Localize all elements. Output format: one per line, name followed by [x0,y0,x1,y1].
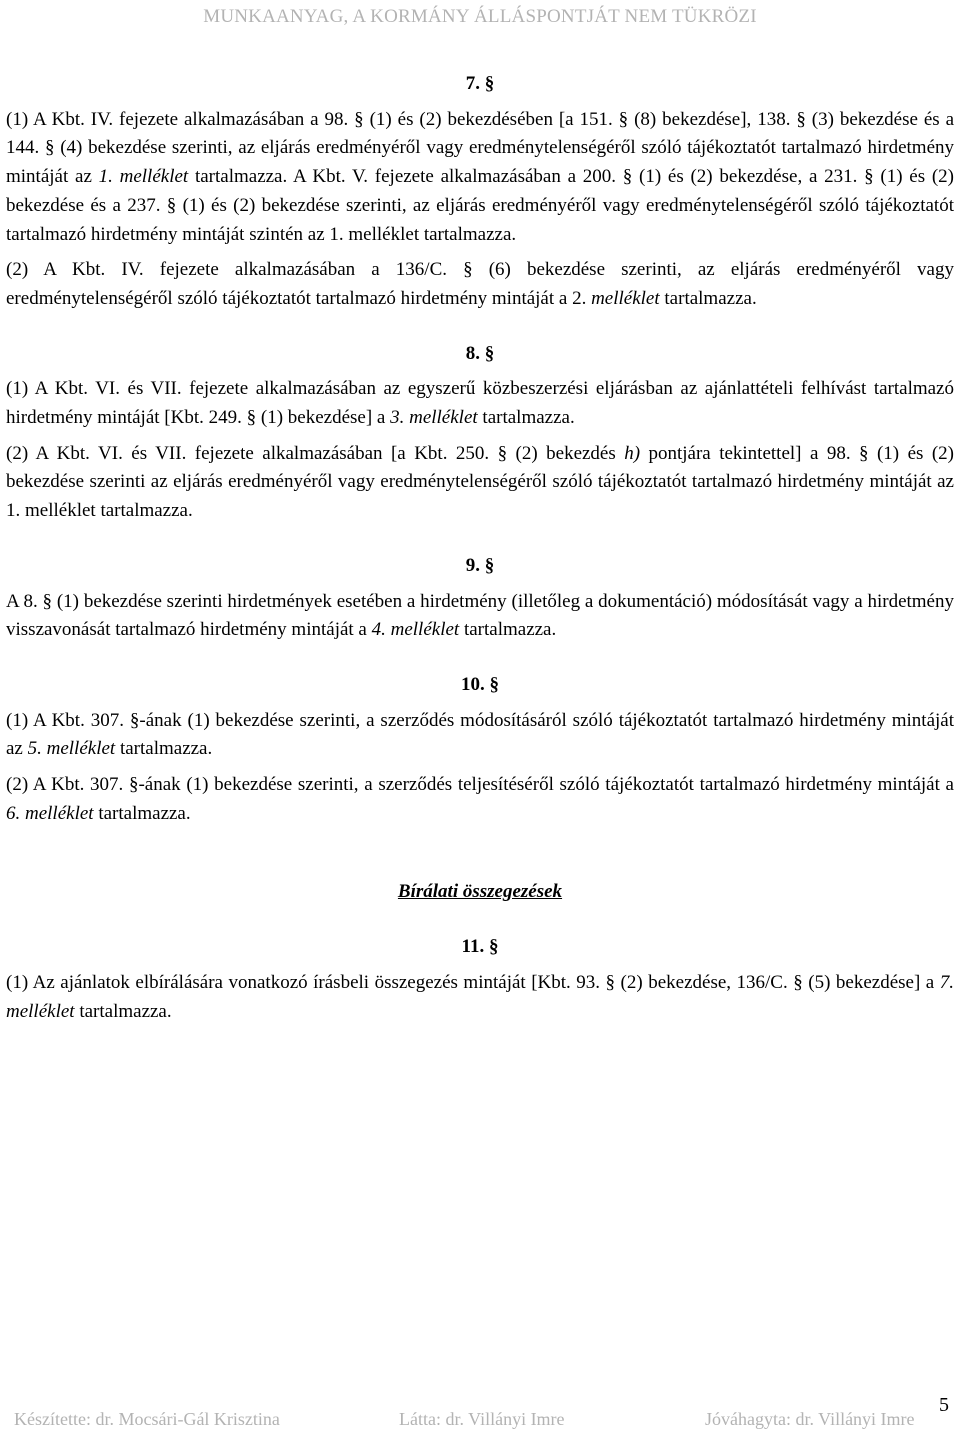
footer [0,1409,960,1433]
paragraph-10-2: (2) A Kbt. 307. §-ának (1) bekezdése szerinti, a szerződés teljesítéséről szóló tájékoztatót tartalmazó hirdetmény mintáját a 6. melléklet tartalmazza. [6,774,954,824]
section-title-10: 10. § [461,673,499,695]
footer-approved-by: Jóváhagyta: dr. Villányi Imre [705,1409,915,1429]
subheading-evaluation-summaries: Bírálati összegezések [397,881,563,903]
paragraph-8-1: (1) A Kbt. VI. és VII. fejezete alkalmazásában az egyszerű közbeszerzési eljárásban az ajánlattételi felhívást tartalmazó hirdetmény mintáját [Kbt. 249. § (1) bekezdése] a 3. melléklet tartalmazza. [6,378,954,429]
paragraph-8-2: (2) A Kbt. VI. és VII. fejezete alkalmazásában [a Kbt. 250. § (2) bekezdés h) pontjára tekintettel] a 98. § (1) és (2) bekezdése szerinti az eljárás eredményéről vagy eredménytelenségéről szóló tájékoztatót tartalmazó hirdetmény mintáját az 1. melléklet tartalmazza. [6,442,954,522]
footer-prepared-by: Készítette: dr. Mocsári-Gál Krisztina [14,1409,280,1429]
paragraph-7-2: (2) A Kbt. IV. fejezete alkalmazásában a 136/C. § (6) bekezdése szerinti, az eljárás eredményéről vagy eredménytelenségéről szóló tájékoztatót tartalmazó hirdetmény mintáját a 2. melléklet tartalmazza. [6,259,954,309]
paragraph-9-1: A 8. § (1) bekezdése szerinti hirdetmények esetében a hirdetmény (illetőleg a dokumentáció) módosítását vagy a hirdetmény visszavonását tartalmazó hirdetmény mintáját a 4. melléklet tartalmazza. [6,590,954,641]
watermark-header: MUNKAANYAG, A KORMÁNY ÁLLÁSPONTJÁT NEM TÜKRÖZI [203,6,757,27]
section-title-8: 8. § [465,342,495,364]
page-number: 5 [939,1394,949,1416]
document-body [6,70,954,1033]
footer-seen-by: Látta: dr. Villányi Imre [399,1409,565,1429]
paragraph-10-1: (1) A Kbt. 307. §-ának (1) bekezdése szerinti, a szerződés módosításáról szóló tájékoztatót tartalmazó hirdetmény mintáját az 5. melléklet tartalmazza. [6,709,954,760]
paragraph-11-1: (1) Az ajánlatok elbírálására vonatkozó írásbeli összegezés mintáját [Kbt. 93. § (2) bekezdése, 136/C. § (5) bekezdése] a 7. melléklet tartalmazza. [6,971,954,1022]
section-title-9: 9. § [465,554,495,576]
section-title-7: 7. § [465,73,495,94]
section-title-11: 11. § [461,936,499,958]
paragraph-7-1: (1) A Kbt. IV. fejezete alkalmazásában a 98. § (1) és (2) bekezdésében [a 151. § (8) bekezdése], 138. § (3) bekezdése és a 144. § (4) bekezdése szerinti, az eljárás eredményéről vagy eredménytelenségéről szóló tájékoztatót tartalmazó hirdetmény mintáját az 1. melléklet tartalmazza. A Kbt. V. fejezete alkalmazásában a 200. § (1) és (2) bekezdése, a 231. § (1) és (2) bekezdése és a 237. § (1) és (2) bekezdése szerinti, az eljárás eredményéről vagy eredménytelenségéről szóló tájékoztatót tartalmazó hirdetmény mintáját szintén az 1. melléklet tartalmazza. [6,108,954,245]
